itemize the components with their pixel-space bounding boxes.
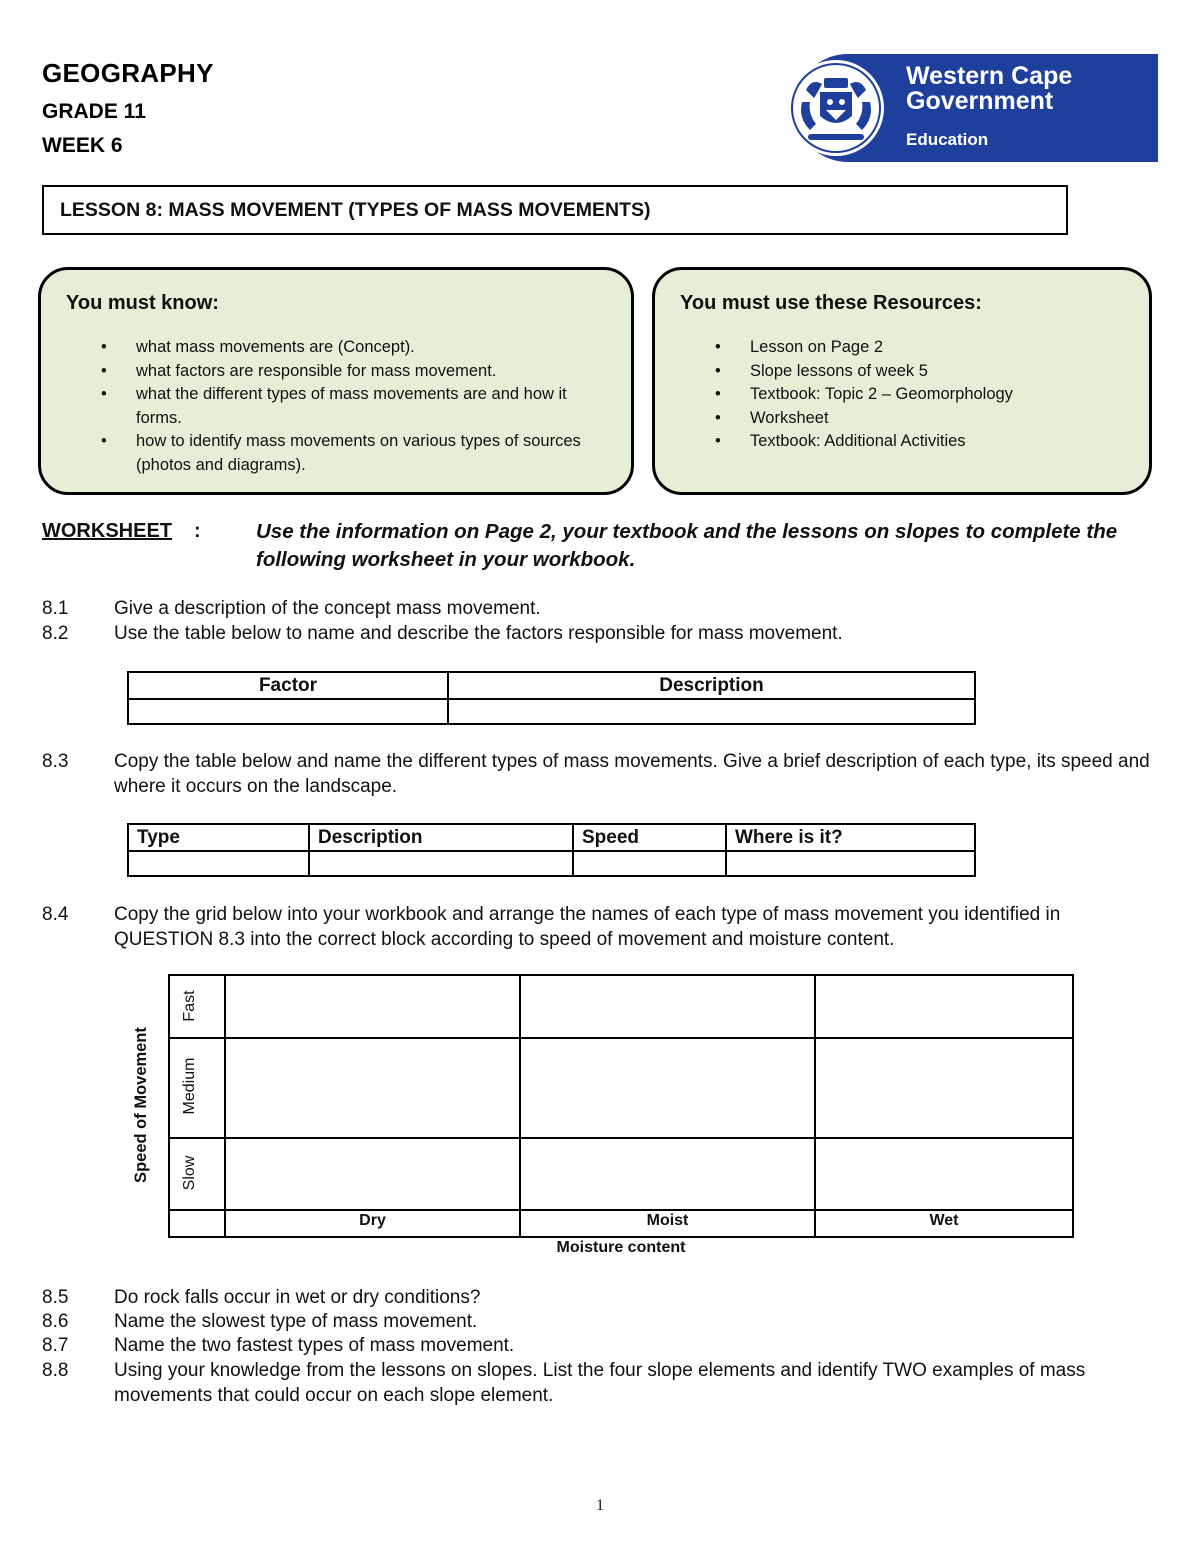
table-cell[interactable]: [128, 851, 309, 876]
question-text: Using your knowledge from the lessons on slopes. List the four slope elements and identify TWO examples of mass movements that could occur on each slope element.: [114, 1360, 1086, 1406]
list-item: • what mass movements are (Concept).: [66, 336, 606, 360]
factor-table: [127, 671, 976, 725]
question-number: 8.1: [42, 598, 69, 619]
table-header-row: [128, 672, 975, 699]
table-header: Type: [128, 824, 309, 851]
table-header: Speed: [573, 824, 726, 851]
question-text: Do rock falls occur in wet or dry conditions?: [114, 1287, 481, 1308]
worksheet-instruction: Use the information on Page 2, your textbook and the lessons on slopes to complete the following worksheet in your workbook.: [256, 520, 1118, 571]
question-text: Name the two fastest types of mass movement.: [114, 1335, 515, 1356]
logo-line-2: Government: [906, 87, 1054, 115]
lesson-title: LESSON 8: MASS MOVEMENT (TYPES OF MASS MOVEMENTS): [42, 185, 1068, 235]
table-header-row: [128, 824, 975, 851]
table-header: Factor: [128, 672, 448, 699]
grid-divider: [170, 1209, 1072, 1211]
question-number: 8.6: [42, 1311, 69, 1332]
table-header: Description: [309, 824, 573, 851]
grid-divider: [170, 1137, 1072, 1139]
resources-box: [652, 267, 1152, 495]
list-item: • Lesson on Page 2: [680, 336, 1013, 360]
week-label: WEEK 6: [42, 134, 123, 157]
y-axis-title: Speed of Movement: [132, 1027, 150, 1183]
question-text: Use the table below to name and describe the factors responsible for mass movement.: [114, 623, 843, 644]
col-label-dry: Dry: [359, 1212, 386, 1229]
grid-divider: [519, 976, 521, 1236]
question-text: Copy the table below and name the different types of mass movements. Give a brief description of each type, its speed and where it occurs on the landscape.: [114, 751, 1150, 797]
col-label-wet: Wet: [929, 1212, 959, 1229]
table-row: [128, 851, 975, 876]
subject-title: GEOGRAPHY: [42, 58, 214, 88]
question-number: 8.5: [42, 1287, 69, 1308]
list-item: • Textbook: Topic 2 – Geomorphology: [680, 383, 1013, 407]
list-item: • how to identify mass movements on various types of sources (photos and diagrams).: [66, 430, 606, 477]
question-text: Copy the grid below into your workbook and arrange the names of each type of mass movement you identified in QUESTION 8.3 into the correct block according to speed of movement and moisture content.: [114, 904, 1061, 950]
list-item: • Worksheet: [680, 407, 1013, 431]
table-cell[interactable]: [309, 851, 573, 876]
table-header: Description: [448, 672, 975, 699]
resources-title: You must use these Resources:: [680, 292, 982, 314]
wcg-logo: [778, 54, 1158, 162]
must-know-title: You must know:: [66, 292, 219, 314]
type-table: [127, 823, 976, 877]
list-item: • Slope lessons of week 5: [680, 360, 1013, 384]
table-cell[interactable]: [448, 699, 975, 724]
question-number: 8.4: [42, 904, 69, 925]
table-cell[interactable]: [128, 699, 448, 724]
page-number: 1: [596, 1497, 604, 1514]
grade-label: GRADE 11: [42, 100, 146, 123]
must-know-list: [66, 336, 606, 477]
table-header: Where is it?: [726, 824, 975, 851]
list-item: • Textbook: Additional Activities: [680, 430, 1013, 454]
grid-divider: [224, 976, 226, 1236]
resources-list: [680, 336, 1013, 454]
list-item: • what factors are responsible for mass movement.: [66, 360, 606, 384]
must-know-box: [38, 267, 634, 495]
question-number: 8.2: [42, 623, 69, 644]
question-text: Name the slowest type of mass movement.: [114, 1311, 478, 1332]
speed-moisture-grid: [168, 974, 1074, 1238]
question-number: 8.7: [42, 1335, 69, 1356]
logo-line-1: Western Cape: [906, 62, 1073, 90]
row-label-slow: Slow: [181, 1155, 198, 1191]
worksheet-colon: :: [194, 520, 201, 542]
x-axis-title: Moisture content: [556, 1239, 686, 1256]
list-item: • what the different types of mass movements are and how it forms.: [66, 383, 606, 430]
question-number: 8.3: [42, 751, 69, 772]
grid-divider: [814, 976, 816, 1236]
worksheet-label: WORKSHEET: [42, 520, 172, 542]
table-cell[interactable]: [573, 851, 726, 876]
row-label-medium: Medium: [181, 1057, 198, 1115]
table-row: [128, 699, 975, 724]
question-number: 8.8: [42, 1360, 69, 1381]
table-cell[interactable]: [726, 851, 975, 876]
row-label-fast: Fast: [181, 990, 198, 1022]
col-label-moist: Moist: [646, 1212, 689, 1229]
question-text: Give a description of the concept mass movement.: [114, 598, 541, 619]
grid-divider: [170, 1037, 1072, 1039]
logo-line-3: Education: [906, 130, 989, 149]
